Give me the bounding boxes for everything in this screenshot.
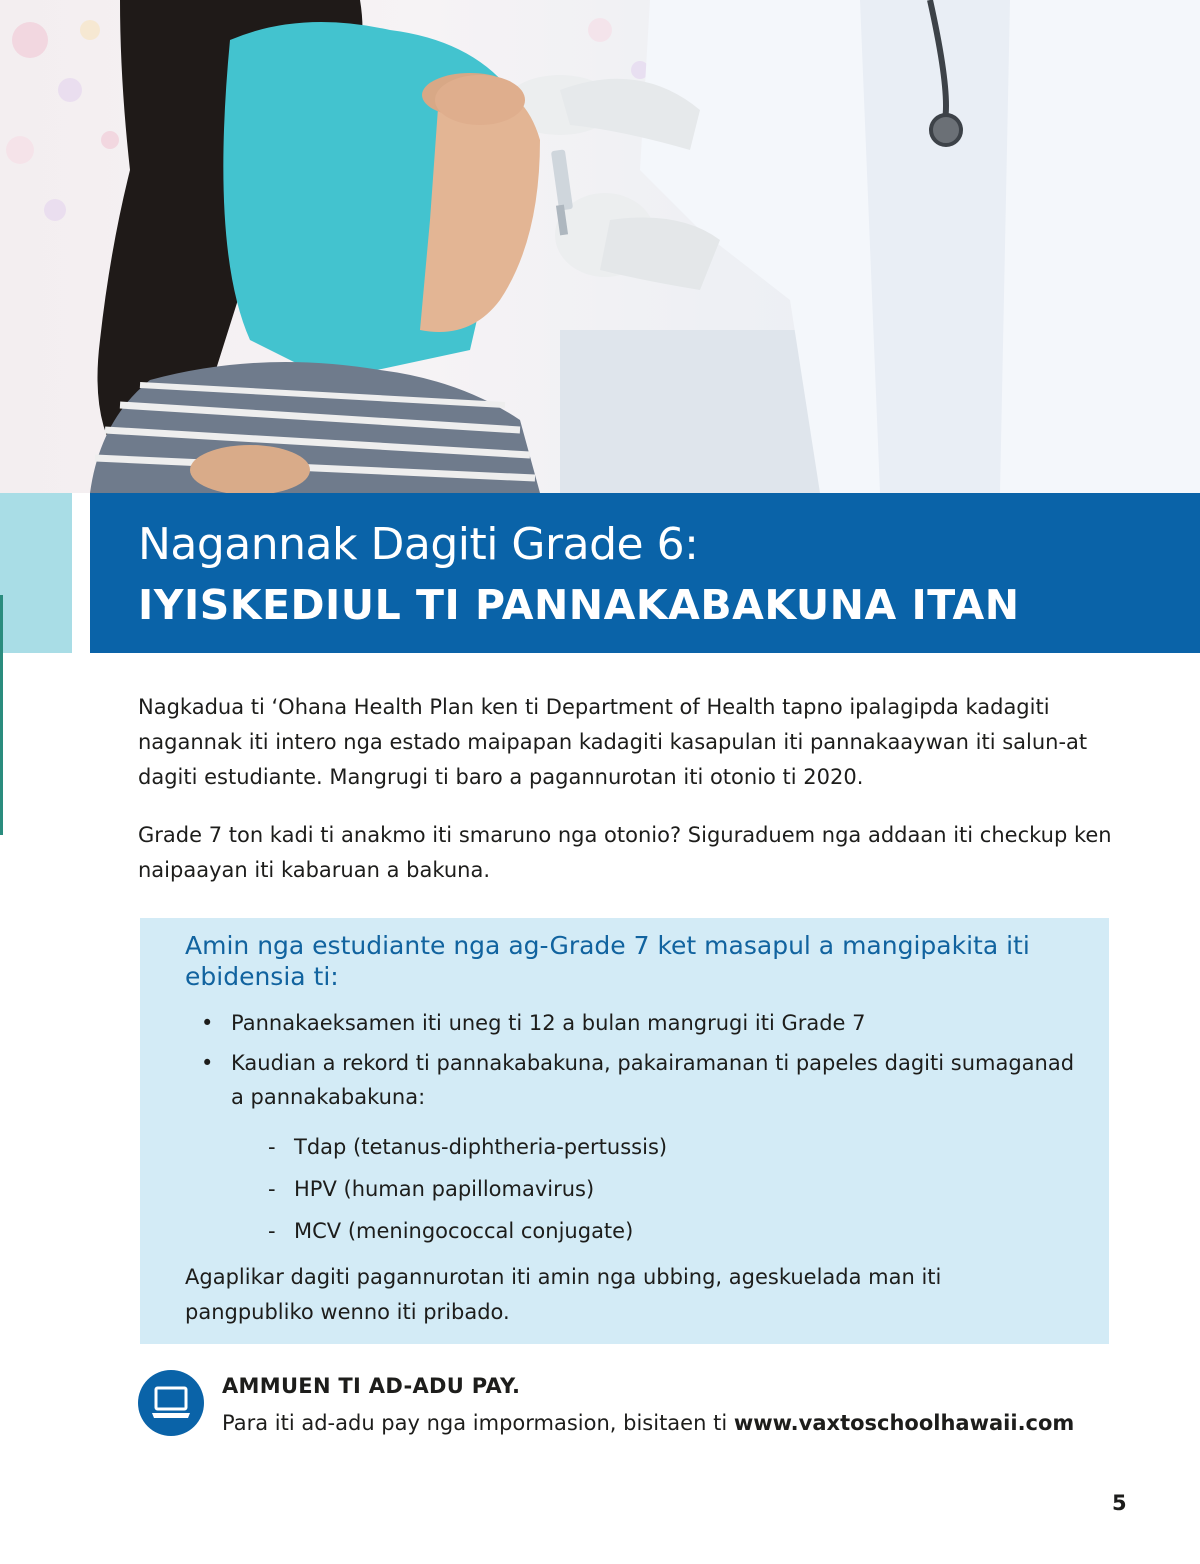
- list-item-text: Pannakaeksamen iti uneg ti 12 a bulan mangrugi iti Grade 7: [231, 1011, 866, 1035]
- website-link[interactable]: www.vaxtoschoolhawaii.com: [733, 1411, 1075, 1435]
- page-number: 5: [1112, 1491, 1127, 1515]
- learn-more-sentence: Para iti ad-adu pay nga impormasion, bisitaen ti: [222, 1411, 734, 1435]
- laptop-icon: [138, 1370, 204, 1436]
- title-line-1: Nagannak Dagiti Grade 6:: [138, 519, 699, 570]
- learn-more-title: AMMUEN TI AD-ADU PAY.: [222, 1374, 521, 1398]
- requirements-heading: Amin nga estudiante nga ag-Grade 7 ket masapul a mangipakita iti ebidensia ti:: [185, 931, 1030, 991]
- title-banner: [90, 493, 1200, 653]
- list-item-text: Kaudian a rekord ti pannakabakuna, pakairamanan ti papeles dagiti sumaganad a pannakabakuna:: [231, 1051, 1075, 1109]
- dash-icon: -: [268, 1219, 276, 1243]
- intro-paragraph-2: Grade 7 ton kadi ti anakmo iti smaruno nga otonio? Siguraduem nga addaan iti checkup ken naipaayan iti kabaruan a bakuna.: [138, 823, 1112, 882]
- title-line-2: IYISKEDIUL TI PANNAKABAKUNA ITAN: [138, 581, 1020, 629]
- dash-icon: -: [268, 1135, 276, 1159]
- bullet-icon: •: [201, 1051, 214, 1075]
- vaccine-list: [268, 1126, 667, 1252]
- learn-more-text: [222, 1407, 1182, 1439]
- list-item: [185, 1006, 1085, 1040]
- requirements-list: [185, 1006, 1085, 1114]
- vaccine-text: HPV (human papillomavirus): [294, 1177, 595, 1201]
- accent-bar: [0, 493, 72, 653]
- list-item: [185, 1046, 1085, 1114]
- striped-skirt: [90, 362, 540, 493]
- vaccination-illustration: [0, 0, 1200, 493]
- vaccine-text: Tdap (tetanus-diphtheria-pertussis): [294, 1135, 668, 1159]
- accent-line: [0, 595, 3, 835]
- vaccine-item: [268, 1210, 667, 1252]
- vaccine-item: [268, 1126, 667, 1168]
- intro-paragraph-1: Nagkadua ti ‘Ohana Health Plan ken ti Department of Health tapno ipalagipda kadagiti nagannak iti intero nga estado maipapan kadagiti kasapulan iti pannakaaywan iti salun-at dagiti estudiante. Mangrugi ti baro a pagannurotan iti otonio ti 2020.: [138, 695, 1088, 789]
- hero-photo: [0, 0, 1200, 493]
- requirements-box: [140, 918, 1109, 1344]
- dash-icon: -: [268, 1177, 276, 1201]
- vaccine-item: [268, 1168, 667, 1210]
- vaccine-text: MCV (meningococcal conjugate): [294, 1219, 634, 1243]
- bullet-icon: •: [201, 1011, 214, 1035]
- requirements-footer: Agaplikar dagiti pagannurotan iti amin nga ubbing, ageskuelada man iti pangpubliko wenno iti pribado.: [185, 1265, 942, 1324]
